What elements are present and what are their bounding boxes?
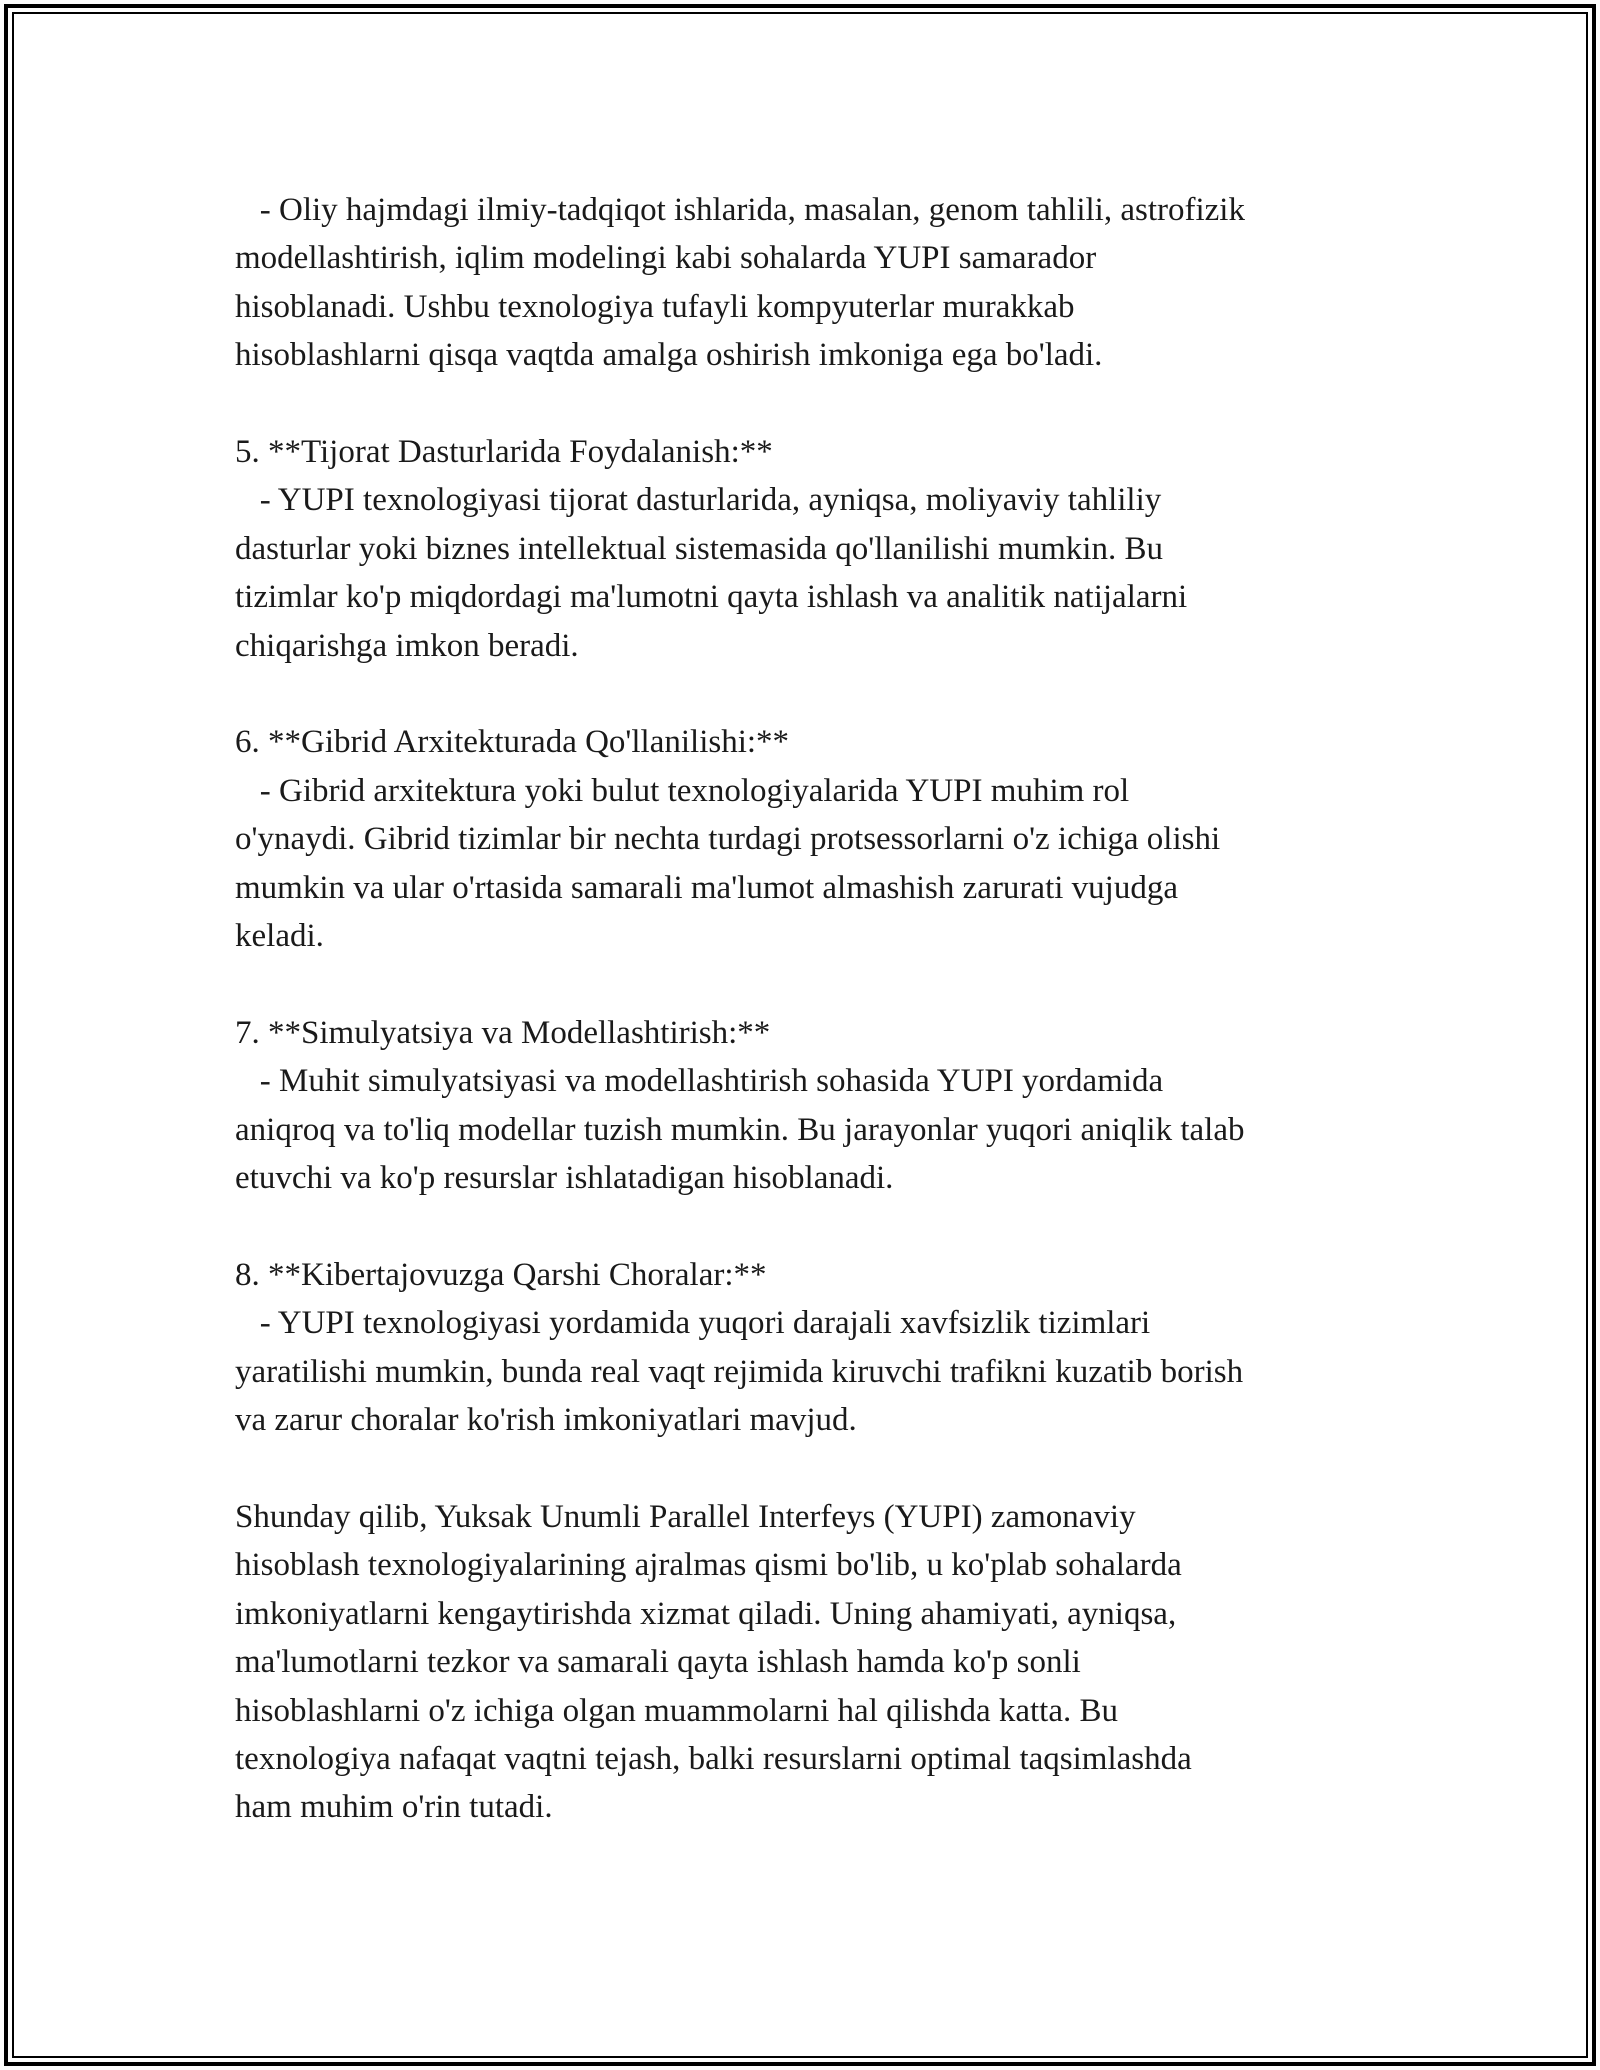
text-line: mumkin va ular o'rtasida samarali ma'lumot almashish zarurati vujudga — [235, 869, 1178, 906]
section-heading: 6. **Gibrid Arxitekturada Qo'llanilishi:** — [235, 724, 790, 761]
text-line: - Muhit simulyatsiyasi va modellashtirish sohasida YUPI yordamida — [235, 1063, 1164, 1100]
text-line: imkoniyatlarni kengaytirishda xizmat qiladi. Uning ahamiyati, ayniqsa, — [235, 1595, 1177, 1632]
text-line: o'ynaydi. Gibrid tizimlar bir nechta turdagi protsessorlarni o'z ichiga olishi — [235, 821, 1221, 858]
conclusion-paragraph — [235, 1493, 1375, 1832]
text-line: ham muhim o'rin tutadi. — [235, 1789, 553, 1826]
text-line: hisoblashlarni o'z ichiga olgan muammolarni hal qilishda katta. Bu — [235, 1692, 1119, 1729]
paragraph-research-usage — [235, 186, 1375, 380]
text-line: texnologiya nafaqat vaqtni tejash, balki resurslarni optimal taqsimlashda — [235, 1740, 1192, 1777]
section-8-cyberattack-countermeasures — [235, 1251, 1375, 1445]
text-line: hisoblanadi. Ushbu texnologiya tufayli kompyuterlar murakkab — [235, 288, 1075, 325]
text-line: yaratilishi mumkin, bunda real vaqt rejimida kiruvchi trafikni kuzatib borish — [235, 1353, 1244, 1390]
section-heading: 5. **Tijorat Dasturlarida Foydalanish:** — [235, 434, 773, 471]
text-line: hisoblash texnologiyalarining ajralmas qismi bo'lib, u ko'plab sohalarda — [235, 1547, 1182, 1584]
text-line: chiqarishga imkon beradi. — [235, 627, 579, 664]
document-body — [235, 186, 1375, 1880]
text-line: tizimlar ko'p miqdordagi ma'lumotni qayta ishlash va analitik natijalarni — [235, 579, 1188, 616]
text-line: hisoblashlarni qisqa vaqtda amalga oshirish imkoniga ega bo'ladi. — [235, 337, 1103, 374]
section-5-commercial-software — [235, 428, 1375, 670]
text-line: - Gibrid arxitektura yoki bulut texnologiyalarida YUPI muhim rol — [235, 772, 1130, 809]
text-line: - YUPI texnologiyasi yordamida yuqori darajali xavfsizlik tizimlari — [235, 1305, 1151, 1342]
text-line: va zarur choralar ko'rish imkoniyatlari mavjud. — [235, 1402, 857, 1439]
text-line: Shunday qilib, Yuksak Unumli Parallel Interfeys (YUPI) zamonaviy — [235, 1498, 1136, 1535]
text-line: modellashtirish, iqlim modelingi kabi sohalarda YUPI samarador — [235, 240, 1097, 277]
section-heading: 8. **Kibertajovuzga Qarshi Choralar:** — [235, 1256, 767, 1293]
text-line: keladi. — [235, 918, 324, 955]
text-line: etuvchi va ko'p resurslar ishlatadigan hisoblanadi. — [235, 1160, 894, 1197]
text-line: - YUPI texnologiyasi tijorat dasturlarida, ayniqsa, moliyaviy tahliliy — [235, 482, 1162, 519]
text-line: ma'lumotlarni tezkor va samarali qayta ishlash hamda ko'p sonli — [235, 1644, 1081, 1681]
section-7-simulation-modeling — [235, 1009, 1375, 1203]
section-heading: 7. **Simulyatsiya va Modellashtirish:** — [235, 1014, 771, 1051]
text-line: aniqroq va to'liq modellar tuzish mumkin. Bu jarayonlar yuqori aniqlik talab — [235, 1111, 1245, 1148]
section-6-hybrid-architecture — [235, 718, 1375, 960]
text-line: dasturlar yoki biznes intellektual sistemasida qo'llanilishi mumkin. Bu — [235, 530, 1163, 567]
text-line: - Oliy hajmdagi ilmiy-tadqiqot ishlarida, masalan, genom tahlili, astrofizik — [235, 192, 1245, 228]
